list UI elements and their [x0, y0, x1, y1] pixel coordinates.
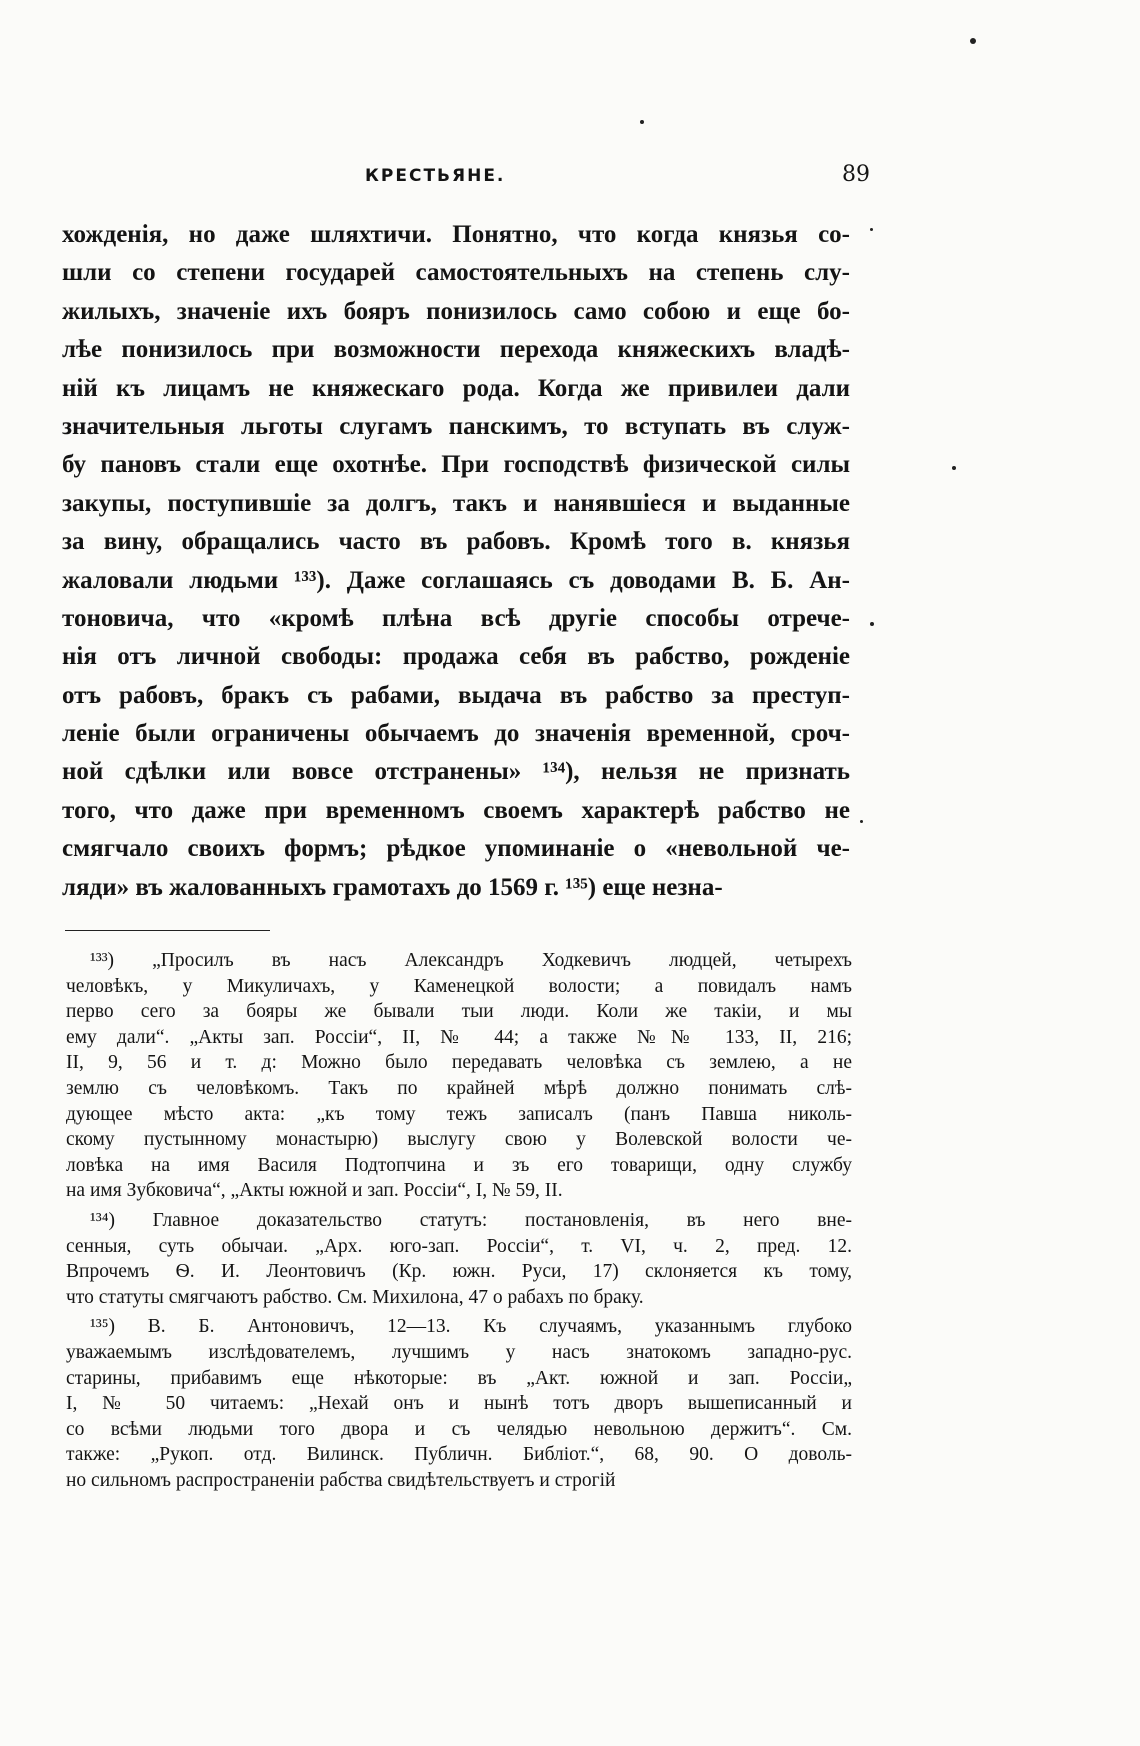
footnote-line: дующее мѣсто акта: „къ тому тежъ записалъ (панъ Павша николь-	[66, 1103, 852, 1125]
footnote-line: ¹³³) „Просилъ въ насъ Александръ Ходкевичъ людцей, четырехъ	[90, 950, 852, 971]
text-line: ній къ лицамъ не княжескаго рода. Когда же привилеи дали	[62, 374, 850, 402]
text-line: ной сдѣлки или вовсе отстранены» ¹³⁴), нельзя не признать	[62, 758, 850, 786]
footnote-line: но сильномъ распространеніи рабства свидѣтельствуетъ и строгій	[66, 1469, 616, 1491]
footnotes	[66, 948, 852, 1493]
text-line: нія отъ личной свободы: продажа себя въ рабство, рожденіе	[62, 643, 850, 671]
footnote-line: на имя Зубковича“, „Акты южной и зап. Россіи“, I, № 59, II.	[66, 1180, 563, 1202]
footnote-line: землю съ человѣкомъ. Такъ по крайней мѣрѣ должно понимать слѣ-	[66, 1077, 852, 1099]
text-line: за вину, обращались часто въ рабовъ. Кромѣ того в. князья	[62, 528, 850, 556]
running-title: КРЕСТЬЯНЕ.	[365, 166, 506, 186]
footnote-line: сенныя, суть обычаи. „Арх. юго-зап. Россіи“, т. VI, ч. 2, пред. 12.	[66, 1235, 852, 1257]
footnote-line: со всѣми людьми того двора и съ челядью невольною держитъ“. См.	[66, 1418, 852, 1440]
text-line: смягчало своихъ формъ; рѣдкое упоминаніе о «невольной че-	[62, 835, 850, 863]
footnote-line: уважаемымъ изслѣдователемъ, лучшимъ у насъ знатокомъ западно-рус.	[66, 1341, 852, 1363]
footnote-line: человѣкъ, у Микуличахъ, у Каменецкой волости; а повидалъ намъ	[66, 975, 852, 997]
footnote-line: ¹³⁴) Главное доказательство статутъ: постановленія, въ него вне-	[90, 1209, 852, 1231]
text-line: тоновича, что «кромѣ плѣна всѣ другіе способы отрече-	[62, 604, 850, 632]
footnote-135	[66, 1314, 852, 1493]
text-line: лѣе понизилось при возможности перехода княжескихъ владѣ-	[62, 336, 850, 364]
text-line: ляди» въ жалованныхъ грамотахъ до 1569 г. ¹³⁵) еще незна-	[62, 873, 723, 901]
text-line: значительныя льготы слугамъ панскимъ, то вступать въ служ-	[62, 412, 850, 440]
text-line: хожденія, но даже шляхтичи. Понятно, что когда князья со-	[62, 221, 850, 248]
main-text	[62, 216, 850, 907]
footnote-line: II, 9, 56 и т. д: Можно было передавать человѣка съ землею, а не	[66, 1052, 852, 1074]
text-line: закупы, поступившіе за долгъ, такъ и нанявшіеся и выданные	[62, 489, 850, 517]
footnote-line: старины, прибавимъ еще нѣкоторые: въ „Акт. южной и зап. Россіи„	[66, 1367, 852, 1389]
page-header	[60, 162, 870, 187]
text-line: отъ рабовъ, бракъ съ рабами, выдача въ рабство за преступ-	[62, 681, 850, 709]
footnote-line: перво сего за бояры же бывали тыи люди. Коли же такіи, и мы	[66, 1001, 852, 1023]
footnote-line: ¹³⁵) В. Б. Антоновичъ, 12—13. Къ случаямъ, указаннымъ глубоко	[90, 1316, 852, 1338]
footnote-134	[66, 1208, 852, 1310]
text-line: того, что даже при временномъ своемъ характерѣ рабство не	[62, 796, 850, 824]
text-line: шли со степени государей самостоятельныхъ на степень слу-	[62, 259, 850, 287]
footnote-line: ему дали“. „Акты зап. Россіи“, II, № 44; а также №№ 133, II, 216;	[66, 1026, 852, 1048]
footnote-line: что статуты смягчаютъ рабство. См. Михилона, 47 о рабахъ по браку.	[66, 1286, 644, 1308]
text-line: бу пановъ стали еще охотнѣе. При господствѣ физической силы	[62, 451, 850, 479]
footnote-line: Впрочемъ Ѳ. И. Леонтовичъ (Кр. южн. Руси, 17) склоняется къ тому,	[66, 1261, 852, 1283]
footnote-line: также: „Рукоп. отд. Вилинск. Публичн. Библіот.“, 68, 90. О доволь-	[66, 1444, 852, 1466]
text-line: леніе были ограничены обычаемъ до значенія временной, сроч-	[62, 720, 850, 748]
footnote-line: I, № 50 читаемъ: „Нехай онъ и нынѣ тотъ дворъ вышеписанный и	[66, 1393, 852, 1415]
footnote-rule	[65, 930, 270, 931]
page-number: 89	[842, 162, 870, 187]
footnote-line: ловѣка на имя Василя Подтопчина и зъ его товарищи, одну службу	[66, 1154, 852, 1176]
text-line: жилыхъ, значеніе ихъ бояръ понизилось само собою и еще бо-	[62, 297, 850, 325]
footnote-133	[66, 948, 852, 1204]
footnote-line: скому пустынному монастырю) выслугу свою у Волевской волости че-	[66, 1129, 852, 1151]
text-line: жаловали людьми ¹³³). Даже соглашаясь съ доводами В. Б. Ан-	[62, 566, 850, 594]
